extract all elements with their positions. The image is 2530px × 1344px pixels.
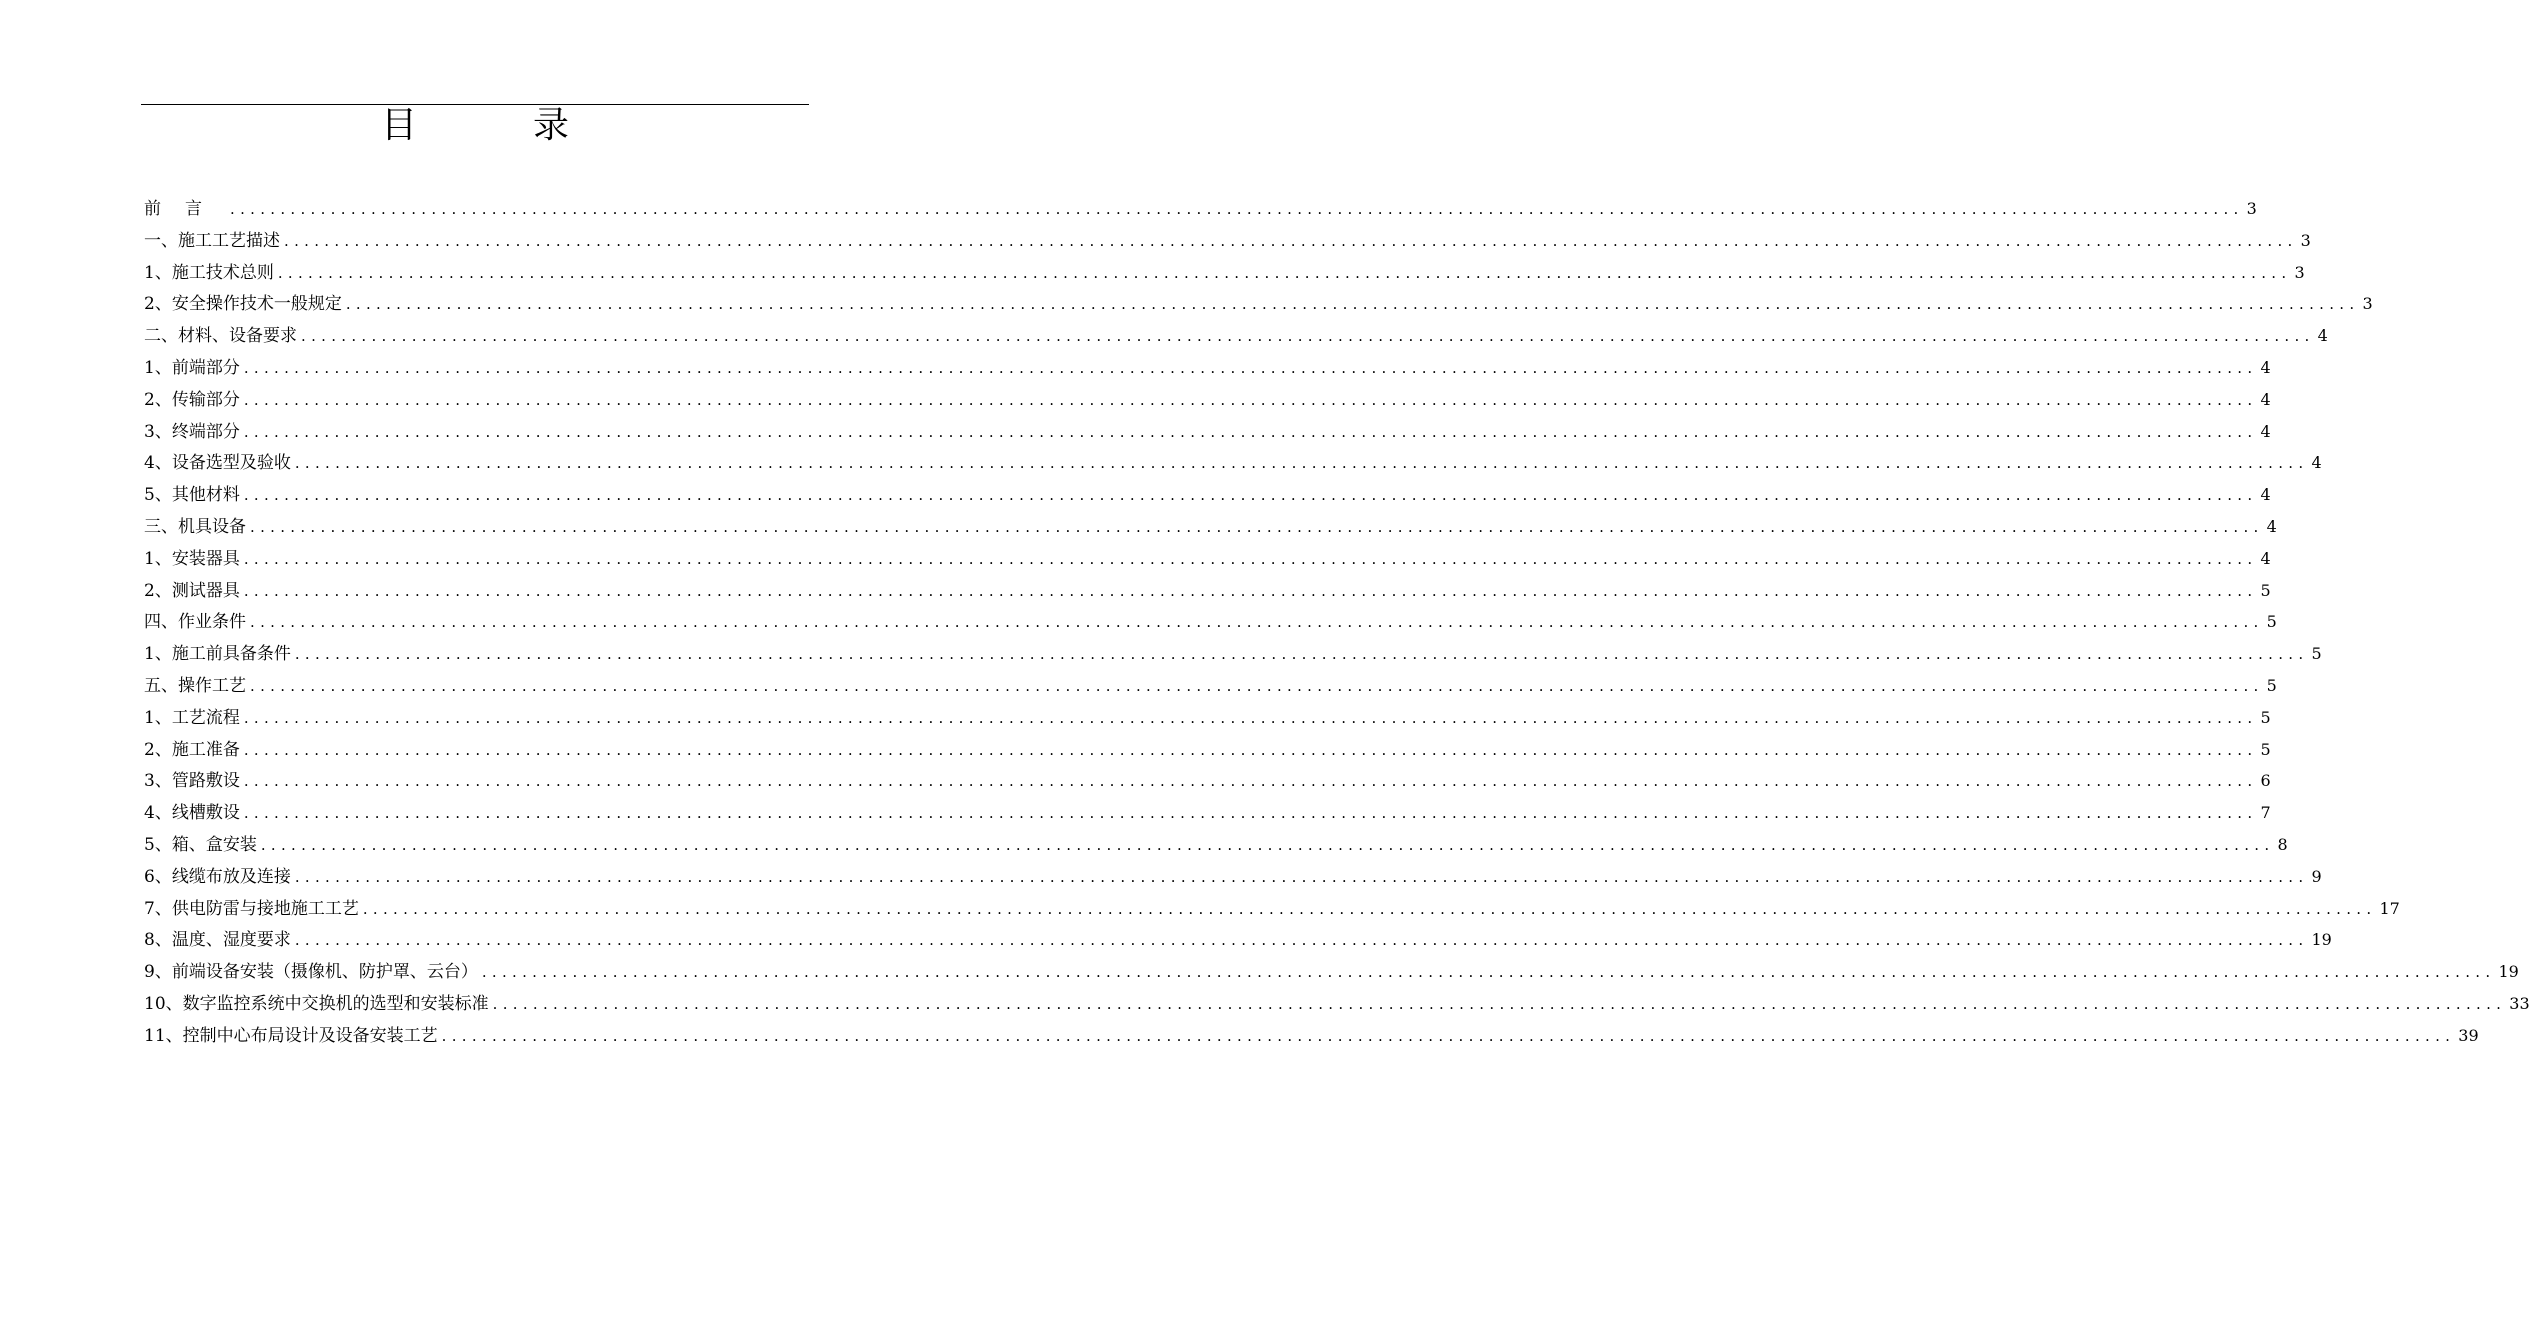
toc-entry-label: 一、施工工艺描述 — [144, 230, 280, 251]
toc-leader-dots: ........................................................................................................................................................................................................ — [243, 740, 2258, 759]
toc-entry-page: 4 — [2260, 548, 2271, 568]
page-title: 目 录 — [380, 105, 609, 146]
toc-entry-label: 4、线槽敷设 — [144, 803, 240, 824]
toc-entry[interactable] — [144, 320, 2328, 352]
toc-leader-dots: ........................................................................................................................................................................................................ — [492, 994, 2507, 1013]
toc-entry-label: 5、其他材料 — [144, 485, 240, 506]
toc-entry-label: 9、前端设备安装（摄像机、防护罩、云台） — [144, 962, 478, 983]
toc-entry[interactable] — [144, 893, 2400, 925]
toc-entry-label: 前言 — [144, 199, 226, 219]
toc-entry[interactable] — [144, 797, 2271, 829]
toc-leader-dots: ........................................................................................................................................................................................................ — [243, 358, 2258, 377]
toc-leader-dots: ........................................................................................................................................................................................................ — [243, 486, 2258, 505]
toc-entry-page: 39 — [2458, 1025, 2479, 1045]
toc-entry-label: 7、供电防雷与接地施工工艺 — [144, 898, 359, 919]
toc-leader-dots: ........................................................................................................................................................................................................ — [260, 835, 2275, 854]
toc-entry[interactable] — [144, 924, 2332, 956]
toc-leader-dots: ........................................................................................................................................................................................................ — [345, 295, 2360, 314]
toc-entry-page: 17 — [2379, 898, 2400, 918]
toc-entry-page: 19 — [2498, 962, 2519, 982]
toc-entry-label: 2、施工准备 — [144, 739, 240, 760]
toc-entry-label: 5、箱、盒安装 — [144, 834, 257, 855]
toc-entry-page: 8 — [2277, 834, 2288, 854]
toc-leader-dots: ........................................................................................................................................................................................................ — [294, 645, 2309, 664]
toc-entry[interactable] — [144, 638, 2322, 670]
toc-leader-dots: ........................................................................................................................................................................................................ — [277, 263, 2292, 282]
toc-entry[interactable] — [144, 734, 2271, 766]
toc-entry-page: 3 — [2362, 294, 2373, 314]
toc-entry[interactable] — [144, 447, 2322, 479]
toc-entry[interactable] — [144, 384, 2271, 416]
toc-leader-dots: ........................................................................................................................................................................................................ — [441, 1026, 2456, 1045]
toc-entry-label: 四、作业条件 — [144, 612, 246, 633]
toc-entry[interactable] — [144, 765, 2271, 797]
toc-entry-page: 5 — [2266, 675, 2277, 695]
toc-entry-label: 三、机具设备 — [144, 516, 246, 537]
toc-entry-label: 10、数字监控系统中交换机的选型和安装标准 — [144, 993, 489, 1014]
toc-entry[interactable] — [144, 670, 2277, 702]
toc-entry-page: 3 — [2246, 199, 2257, 218]
toc-leader-dots: ........................................................................................................................................................................................................ — [243, 581, 2258, 600]
toc-entry-label: 1、施工前具备条件 — [144, 644, 291, 665]
toc-entry[interactable] — [144, 193, 2257, 225]
toc-leader-dots: ........................................................................................................................................................................................................ — [481, 963, 2496, 982]
toc-entry-page: 9 — [2311, 866, 2322, 886]
toc-entry-label: 3、管路敷设 — [144, 771, 240, 792]
toc-leader-dots: ........................................................................................................................................................................................................ — [243, 549, 2258, 568]
toc-entry[interactable] — [144, 988, 2530, 1020]
toc-entry[interactable] — [144, 575, 2271, 607]
toc-leader-dots: ........................................................................................................................................................................................................ — [301, 327, 2315, 346]
toc-entry-page: 5 — [2266, 612, 2277, 632]
toc-leader-dots: ........................................................................................................................................................................................................ — [243, 422, 2258, 441]
toc-leader-dots: ........................................................................................................................................................................................................ — [243, 708, 2258, 727]
toc-leader-dots: ........................................................................................................................................................................................................ — [294, 454, 2309, 473]
toc-entry-page: 6 — [2260, 771, 2271, 791]
toc-entry-label: 3、终端部分 — [144, 421, 240, 442]
toc-entry-page: 33 — [2509, 993, 2530, 1013]
toc-entry-page: 5 — [2260, 707, 2271, 727]
toc-entry-label: 1、工艺流程 — [144, 707, 240, 728]
toc-leader-dots: ........................................................................................................................................................................................................ — [250, 517, 2264, 536]
toc-entry-label: 1、安装器具 — [144, 548, 240, 569]
toc-entry[interactable] — [144, 257, 2305, 289]
toc-entry-page: 5 — [2260, 580, 2271, 600]
toc-leader-dots: ........................................................................................................................................................................................................ — [243, 804, 2258, 823]
toc-entry-page: 4 — [2317, 326, 2328, 346]
toc-leader-dots: ........................................................................................................................................................................................................ — [294, 867, 2309, 886]
toc-leader-dots: ........................................................................................................................................................................................................ — [243, 772, 2258, 791]
table-of-contents — [144, 193, 2530, 1052]
toc-leader-dots: ........................................................................................................................................................................................................ — [250, 676, 2264, 695]
toc-entry[interactable] — [144, 861, 2322, 893]
toc-entry[interactable] — [144, 1020, 2479, 1052]
toc-leader-dots: ........................................................................................................................................................................................................ — [230, 200, 2244, 218]
toc-entry[interactable] — [144, 352, 2271, 384]
toc-entry[interactable] — [144, 606, 2277, 638]
toc-entry-label: 2、测试器具 — [144, 580, 240, 601]
toc-entry[interactable] — [144, 288, 2373, 320]
toc-leader-dots: ........................................................................................................................................................................................................ — [243, 390, 2258, 409]
toc-entry-label: 二、材料、设备要求 — [144, 326, 297, 347]
toc-entry-label: 五、操作工艺 — [144, 675, 246, 696]
toc-entry-page: 4 — [2266, 516, 2277, 536]
toc-entry-label: 2、安全操作技术一般规定 — [144, 294, 342, 315]
toc-entry[interactable] — [144, 543, 2271, 575]
toc-entry[interactable] — [144, 511, 2277, 543]
toc-entry[interactable] — [144, 956, 2519, 988]
toc-entry-label: 1、施工技术总则 — [144, 262, 274, 283]
toc-entry-label: 1、前端部分 — [144, 357, 240, 378]
toc-leader-dots: ........................................................................................................................................................................................................ — [284, 231, 2298, 250]
toc-leader-dots: ........................................................................................................................................................................................................ — [294, 931, 2309, 950]
toc-entry-page: 5 — [2311, 644, 2322, 664]
toc-entry-page: 7 — [2260, 803, 2271, 823]
toc-entry[interactable] — [144, 479, 2271, 511]
toc-entry-page: 3 — [2300, 230, 2311, 250]
toc-entry[interactable] — [144, 225, 2311, 257]
toc-entry[interactable] — [144, 829, 2288, 861]
toc-entry-page: 4 — [2260, 389, 2271, 409]
toc-entry-label: 2、传输部分 — [144, 389, 240, 410]
toc-entry[interactable] — [144, 702, 2271, 734]
toc-entry-page: 4 — [2260, 485, 2271, 505]
toc-entry-page: 4 — [2311, 453, 2322, 473]
toc-leader-dots: ........................................................................................................................................................................................................ — [250, 613, 2264, 632]
toc-entry-page: 5 — [2260, 739, 2271, 759]
toc-entry[interactable] — [144, 416, 2271, 448]
toc-entry-page: 19 — [2311, 930, 2332, 950]
toc-entry-page: 4 — [2260, 357, 2271, 377]
toc-entry-label: 11、控制中心布局设计及设备安装工艺 — [144, 1025, 438, 1046]
toc-entry-label: 4、设备选型及验收 — [144, 453, 291, 474]
toc-leader-dots: ........................................................................................................................................................................................................ — [362, 899, 2377, 918]
toc-entry-page: 3 — [2294, 262, 2305, 282]
toc-entry-page: 4 — [2260, 421, 2271, 441]
toc-entry-label: 8、温度、湿度要求 — [144, 930, 291, 951]
toc-entry-label: 6、线缆布放及连接 — [144, 866, 291, 887]
